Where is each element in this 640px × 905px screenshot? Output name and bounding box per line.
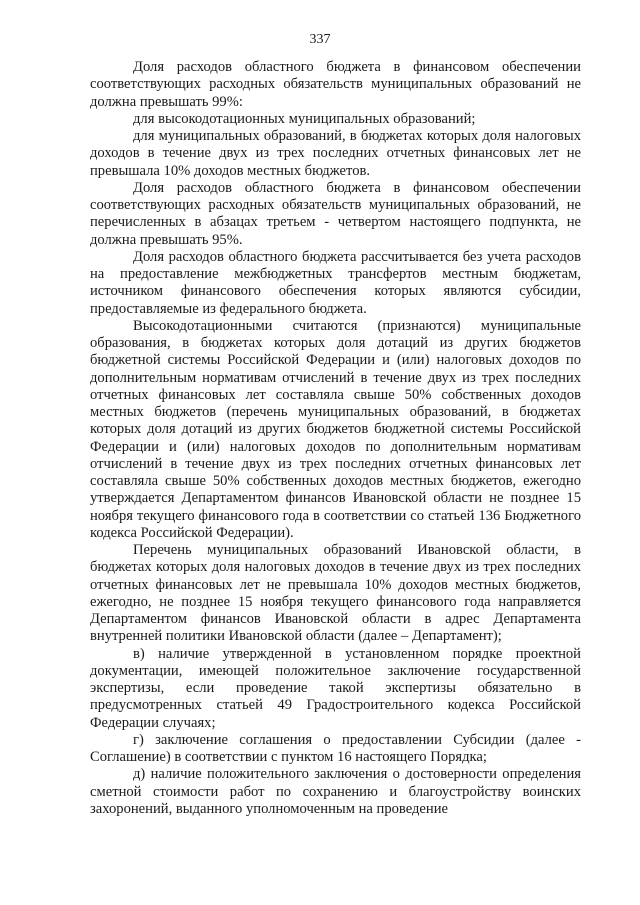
paragraph-item-d: д) наличие положительного заключения о достоверности определения сметной стоимости работ по сохранению и благоустройству воинских захоронений, выданного уполномоченным на проведение <box>90 766 581 817</box>
paragraph-municipalities-list: Перечень муниципальных образований Ивановской области, в бюджетах которых доля налоговых доходов в течение двух из трех последних отчетных финансовых лет не превышала 10% доходов местных бюджетов, ежегодно, не позднее 15 ноября текущего финансового года направляется Департаментом финансов Ивановской области в адрес Департамента внутренней политики Ивановской области (далее – Департамент); <box>90 542 581 645</box>
page-number: 337 <box>309 32 331 47</box>
paragraph-item-v: в) наличие утвержденной в установленном порядке проектной документации, имеющей положительное заключение государственной экспертизы, если проведение такой экспертизы обязательно в предусмотренных статьей 49 Градостроительного кодекса Российской Федерации случаях; <box>90 645 581 731</box>
paragraph-tax-revenue-10-percent: для муниципальных образований, в бюджетах которых доля налоговых доходов в течение двух из трех последних отчетных финансовых лет не превышала 10% доходов местных бюджетов. <box>90 128 581 179</box>
paragraph-budget-share-95: Доля расходов областного бюджета в финансовом обеспечении соответствующих расходных обязательств муниципальных образований, не перечисленных в абзацах третьем - четвертом настоящего подпункта, не должна превышать 95%. <box>90 179 581 248</box>
paragraph-item-g: г) заключение соглашения о предоставлении Субсидии (далее - Соглашение) в соответствии с пунктом 16 настоящего Порядка; <box>90 731 581 765</box>
body-text <box>90 59 581 818</box>
paragraph-budget-share-99: Доля расходов областного бюджета в финансовом обеспечении соответствующих расходных обязательств муниципальных образований не должна превышать 99%: <box>90 59 581 110</box>
paragraph-high-subsidy-municipalities: для высокодотационных муниципальных образований; <box>133 110 476 127</box>
paragraph-calculation-note: Доля расходов областного бюджета рассчитывается без учета расходов на предоставление межбюджетных трансфертов местным бюджетам, источником финансового обеспечения которых являются субсидии, предоставляемые из федерального бюджета. <box>90 248 581 317</box>
paragraph-high-subsidy-definition: Высокодотационными считаются (признаются) муниципальные образования, в бюджетах которых доля дотаций из других бюджетов бюджетной системы Российской Федерации и (или) налоговых доходов по дополнительным нормативам отчислений в течение двух из трех последних отчетных финансовых лет составляла свыше 50% собственных доходов местных бюджетов (перечень муниципальных образований, в бюджетах которых доля дотаций из других бюджетов бюджетной системы Российской Федерации и (или) налоговых доходов по дополнительным нормативам отчислений в течение двух из трех последних отчетных финансовых лет составляла свыше 50% собственных доходов местных бюджетов, ежегодно утверждается Департаментом финансов Ивановской области не позднее 15 ноября текущего финансового года в соответствии со статьей 136 Бюджетного кодекса Российской Федерации). <box>90 317 581 541</box>
